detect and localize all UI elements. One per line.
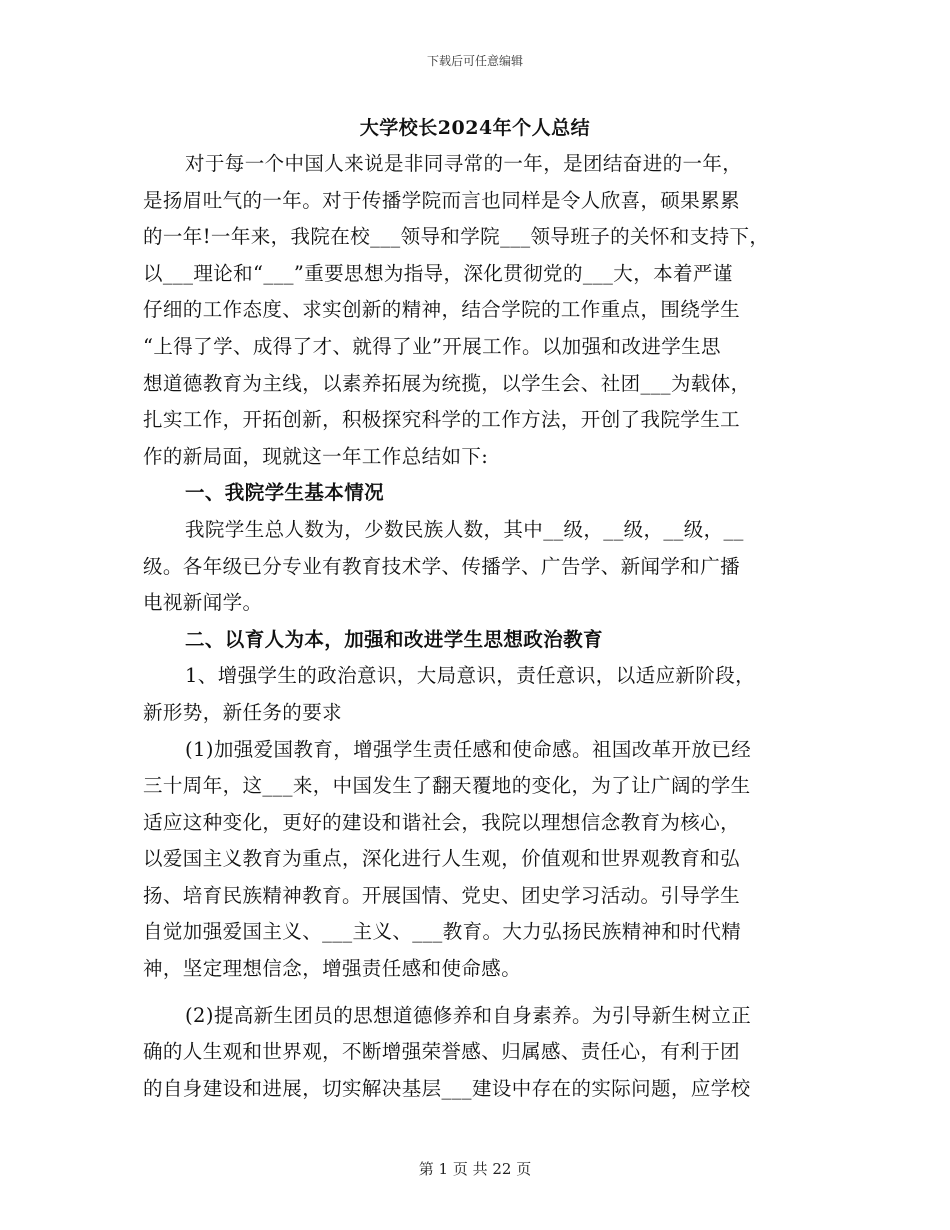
paragraph-line: 是扬眉吐气的一年。对于传播学院而言也同样是令人欣喜，硕果累累 <box>143 188 741 212</box>
paragraph-line: 作的新局面，现就这一年工作总结如下: <box>143 444 489 468</box>
paragraph-line: 扬、培育民族精神教育。开展国情、党史、团史学习活动。引导学生 <box>143 883 741 907</box>
paragraph-line: 以___理论和“___”重要思想为指导，深化贯彻党的___大，本着严谨 <box>143 261 733 285</box>
paragraph-line: 新形势，新任务的要求 <box>143 700 343 724</box>
paragraph-line: (2)提高新生团员的思想道德修养和自身素养。为引导新生树立正 <box>185 1003 752 1027</box>
paragraph-line: “上得了学、成得了才、就得了业”开展工作。以加强和改进学生思 <box>143 334 721 358</box>
paragraph-line: 电视新闻学。 <box>143 591 263 615</box>
paragraph-line: 对于每一个中国人来说是非同寻常的一年，是团结奋进的一年， <box>185 152 743 175</box>
paragraph-line: (1)加强爱国教育，增强学生责任感和使命感。祖国改革开放已经 <box>185 737 752 761</box>
paragraph-line: 的自身建设和进展，切实解决基层___建设中存在的实际问题，应学校 <box>143 1076 751 1100</box>
paragraph-line: 级。各年级已分专业有教育技术学、传播学、广告学、新闻学和广播 <box>143 554 741 578</box>
paragraph-line: 适应这种变化，更好的建设和谐社会，我院以理想信念教育为核心， <box>143 810 741 834</box>
section-heading: 一、我院学生基本情况 <box>185 481 385 505</box>
paragraph-line: 神，坚定理想信念，增强责任感和使命感。 <box>143 957 522 981</box>
paragraph-line: 的一年!一年来，我院在校___领导和学院___领导班子的关怀和支持下， <box>143 225 770 249</box>
paragraph-line: 想道德教育为主线，以素养拓展为统揽，以学生会、社团___为载体， <box>143 371 751 395</box>
document-body <box>143 146 813 1107</box>
paragraph-line: 三十周年，这___来，中国发生了翻天覆地的变化，为了让广阔的学生 <box>143 774 751 798</box>
paragraph-line: 自觉加强爱国主义、___主义、___教育。大力弘扬民族精神和时代精 <box>143 920 742 944</box>
paragraph-line: 扎实工作，开拓创新，积极探究科学的工作方法，开创了我院学生工 <box>143 408 741 432</box>
paragraph-line: 确的人生观和世界观，不断增强荣誉感、归属感、责任心，有利于团 <box>143 1040 741 1064</box>
paragraph-line: 1、增强学生的政治意识，大局意识，责任意识，以适应新阶段， <box>185 664 756 688</box>
paragraph-line: 仔细的工作态度、求实创新的精神，结合学院的工作重点，围绕学生 <box>143 298 741 322</box>
paragraph-line: 我院学生总人数为，少数民族人数，其中__级，__级，__级，__ <box>185 517 744 541</box>
header-note: 下载后可任意编辑 <box>426 54 523 68</box>
section-heading: 二、以育人为本，加强和改进学生思想政治教育 <box>185 627 603 651</box>
paragraph-line: 以爱国主义教育为重点，深化进行人生观，价值观和世界观教育和弘 <box>143 847 741 871</box>
page-number: 第 1 页 共 22 页 <box>418 1160 532 1178</box>
document-title: 大学校长2024年个人总结 <box>359 117 591 139</box>
